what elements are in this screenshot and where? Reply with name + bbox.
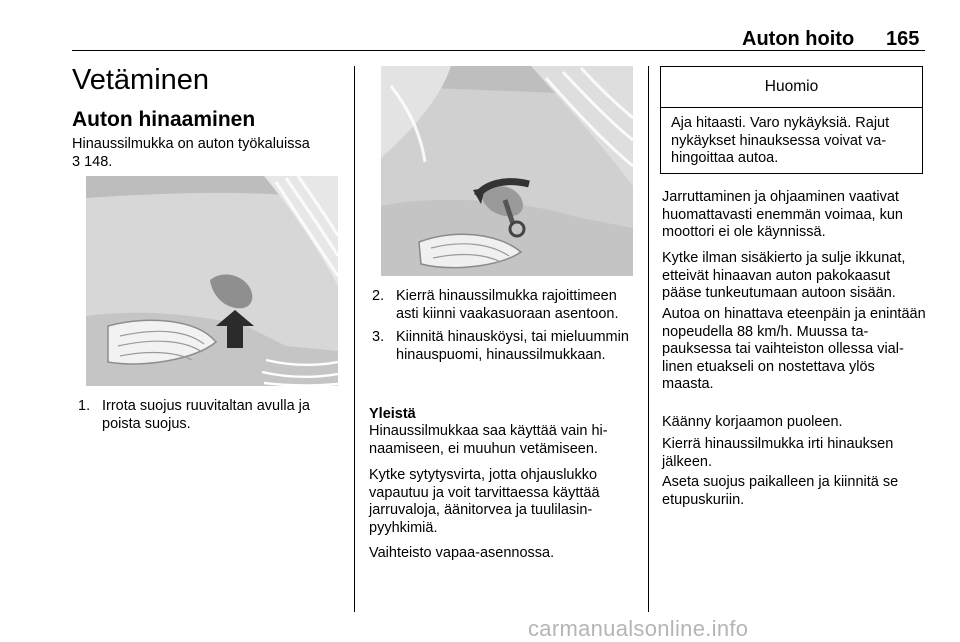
general-subheading: Yleistä: [369, 406, 416, 422]
body-paragraph: Jarruttaminen ja ohjaaminen vaativat huomattavasti enemmän voimaa, kun moottori ei ole käynnissä.: [662, 189, 903, 240]
step-text: Kiinnitä hinausköysi, tai mieluummin hinauspuomi, hinaussilmukkaan.: [396, 329, 629, 363]
section-subheading: Auton hinaaminen: [72, 108, 256, 131]
steps-list-left: [78, 398, 340, 439]
step-number: 2.: [372, 288, 385, 304]
general-paragraph: Hinaussilmukkaa saa käyttää vain hinaamiseen, ei muuhun vetämiseen.: [369, 423, 608, 457]
step-text: Irrota suojus ruuvitaltan avulla ja poista suojus.: [102, 398, 310, 432]
body-paragraph: Autoa on hinattava eteenpäin ja enintään nopeudella 88 km/h. Muussa tapauksessa tai vaihteiston ollessa viallinen etuakseli on nostettava ylös maasta.: [662, 306, 926, 392]
towing-eye-illustration: [381, 66, 633, 276]
column-divider-left: [354, 66, 355, 612]
notice-box: [660, 66, 923, 174]
step-number: 3.: [372, 329, 385, 345]
body-paragraph: Kytke ilman sisäkierto ja sulje ikkunat, etteivät hinaavan auton pakokaasut pääse tunkeutumaan autoon sisään.: [662, 250, 906, 301]
intro-page-reference[interactable]: 3 148.: [72, 153, 113, 170]
header-rule: [72, 50, 925, 51]
steps-list-middle: [372, 288, 634, 370]
general-paragraph: Vaihteisto vapaa-asennossa.: [369, 545, 555, 561]
site-watermark: carmanualsonline.info: [528, 616, 749, 641]
body-paragraph: Aseta suojus paikalleen ja kiinnitä se etupuskuriin.: [662, 474, 899, 508]
page-number: 165: [886, 28, 920, 50]
list-item: [78, 398, 340, 433]
intro-text: Hinaussilmukka on auton työkaluissa: [72, 136, 310, 152]
page-heading: Vetäminen: [72, 64, 210, 96]
list-item: [372, 329, 634, 364]
step-text: Kierrä hinaussilmukka rajoittimeen asti kiinni vaakasuoraan asentoon.: [396, 288, 619, 322]
notice-title: Huomio: [661, 67, 922, 108]
body-paragraph: Kierrä hinaussilmukka irti hinauksen jälkeen.: [662, 436, 894, 470]
column-divider-right: [648, 66, 649, 612]
bumper-cover-illustration: [86, 176, 338, 386]
intro-paragraph: [72, 136, 344, 171]
step-number: 1.: [78, 398, 91, 414]
body-paragraph: Käänny korjaamon puoleen.: [662, 414, 843, 430]
notice-text: Aja hitaasti. Varo nykäyksiä. Rajut nykäykset hinauksessa voivat vahingoittaa autoa.: [671, 115, 890, 166]
section-title: Auton hoito: [742, 28, 855, 50]
list-item: [372, 288, 634, 323]
general-paragraph: Kytke sytytysvirta, jotta ohjauslukko vapautuu ja voit tarvittaessa käyttää jarruvaloja, äänitorvea ja tuulilasinpyyhkimiä.: [369, 467, 600, 536]
